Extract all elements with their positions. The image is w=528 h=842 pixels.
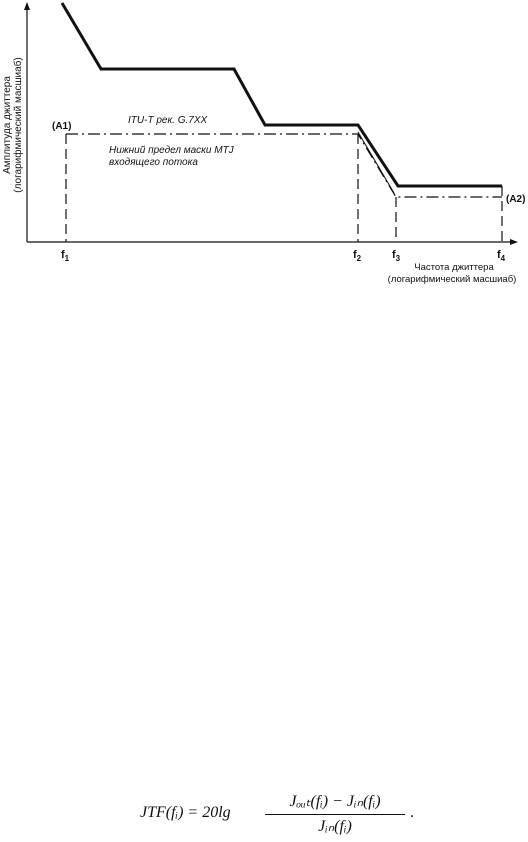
x-axis-arrow [510, 239, 518, 245]
formula-fraction-bar [265, 814, 405, 815]
tick-f3-sub: 3 [395, 254, 401, 263]
tick-f1-main: f [61, 249, 65, 261]
y-axis-arrow [24, 2, 30, 10]
point-a2-label: (A2) [506, 194, 526, 205]
mtj-mask-label-line2: входящего потока [109, 157, 198, 168]
tick-f3-main: f [392, 249, 396, 261]
tick-f2 [353, 249, 362, 263]
tick-f3 [392, 249, 401, 263]
mtj-mask-inner-line [358, 132, 394, 193]
tick-f2-main: f [353, 249, 357, 261]
jitter-tolerance-figure [0, 0, 528, 300]
x-axis-label-line1: Частота джиттера [414, 262, 494, 273]
tick-f4 [497, 249, 506, 263]
itu-t-curve-label: ITU-T рек. G.7XX [128, 115, 208, 126]
tick-f2-sub: 2 [356, 254, 362, 263]
y-axis-label-line2: (логарифмический масшиаб) [13, 57, 24, 193]
formula-denominator: Jᵢₙ(fᵢ) [318, 818, 352, 835]
tick-f4-sub: 4 [500, 254, 506, 263]
x-axis-label-line2: (логарифмический масшиаб) [387, 274, 517, 285]
formula-fraction [265, 792, 405, 837]
formula-numerator: Jₒᵤₜ(fᵢ) − Jᵢₙ(fᵢ) [289, 793, 381, 810]
jtf-formula [140, 792, 440, 838]
mtj-mask-label-line1: Нижний предел маски MTJ [109, 145, 234, 156]
point-a1-label: (A1) [52, 121, 72, 132]
y-axis-label-line1: Амплитуда джиттера [2, 76, 13, 174]
tick-f1-sub: 1 [64, 254, 70, 263]
tick-f1 [61, 249, 70, 263]
tick-f4-main: f [497, 249, 501, 261]
formula-lhs: JTF(fᵢ) = 20lg [140, 804, 231, 821]
formula-terminator: . [410, 804, 414, 821]
